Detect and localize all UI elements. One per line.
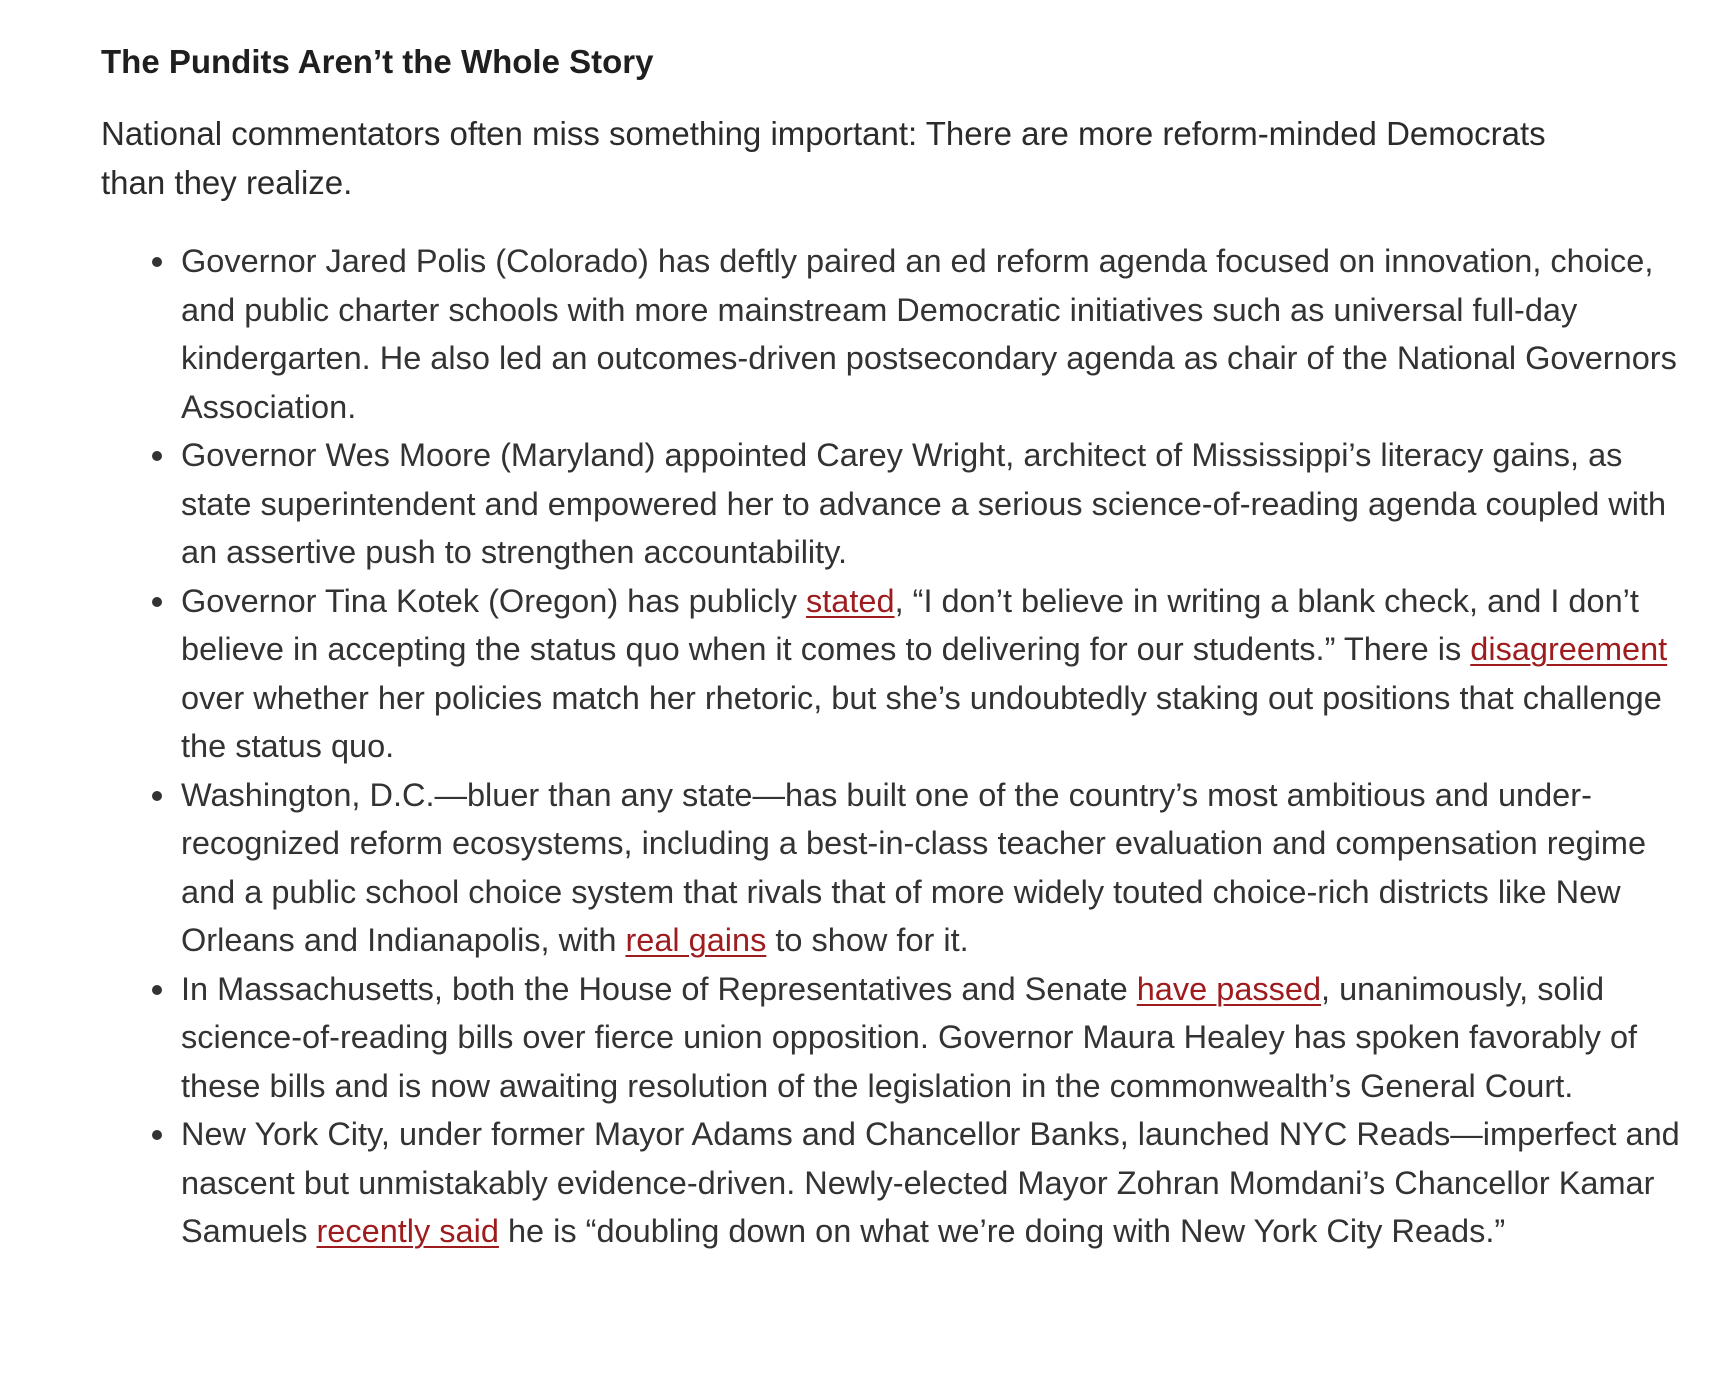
stated-link[interactable]: stated [806, 582, 895, 619]
list-item-text: New York City, under former Mayor Adams and Chancellor Banks, launched NYC Reads—imperfect and nascent but unmistakably evidence-driven. Newly-elected Mayor Zohran Momdani’s Chancellor Kamar Samuels [181, 1116, 1680, 1249]
bullet-icon [152, 451, 162, 461]
list-item [101, 577, 1681, 771]
bullet-icon [152, 1130, 162, 1140]
article-section [101, 36, 1680, 1256]
list-item-text: , “I don’t believe in writing a blank check, and I don’t believe in accepting the status quo when it comes to delivering for our students.” There is [181, 582, 1639, 667]
intro-paragraph: National commentators often miss something important: There are more reform-minded Democrats than they realize. [101, 115, 1546, 201]
list-item [101, 771, 1681, 965]
have-passed-link[interactable]: have passed [1136, 970, 1322, 1007]
list-item-text: In Massachusetts, both the House of Representatives and Senate [181, 970, 1137, 1007]
list-item-text: he is “doubling down on what we’re doing with New York City Reads.” [498, 1213, 1506, 1249]
section-heading: The Pundits Aren’t the Whole Story [101, 43, 654, 80]
list-item [101, 965, 1681, 1111]
bullet-list [101, 237, 1680, 1256]
list-item [101, 1110, 1681, 1256]
list-item-text: Governor Wes Moore (Maryland) appointed Carey Wright, architect of Mississippi’s literacy gains, as state superintendent and empowered her to advance a serious science-of-reading agenda coupled with an assertive push to strengthen accountability. [181, 437, 1667, 570]
bullet-icon [152, 985, 162, 995]
list-item-text: Governor Jared Polis (Colorado) has deftly paired an ed reform agenda focused on innovation, choice, and public charter schools with more mainstream Democratic initiatives such as universal full-day kindergarten. He also led an outcomes-driven postsecondary agenda as chair of the National Governors Association. [181, 243, 1677, 425]
recently-said-link[interactable]: recently said [316, 1213, 499, 1249]
disagreement-link[interactable]: disagreement [1470, 631, 1668, 667]
list-item-text: Governor Tina Kotek (Oregon) has publicly [181, 582, 807, 619]
list-item [101, 237, 1681, 431]
bullet-icon [152, 597, 162, 607]
list-item-text: , unanimously, solid science-of-reading bills over fierce union opposition. Governor Maura Healey has spoken favorably of these bills and is now awaiting resolution of the legislation in the commonwealth’s General Court. [181, 970, 1638, 1104]
bullet-icon [152, 791, 162, 801]
list-item [101, 431, 1681, 577]
list-item-text: Washington, D.C.—bluer than any state—has built one of the country’s most ambitious and under-recognized reform ecosystems, including a best-in-class teacher evaluation and compensation regime and a public school choice system that rivals that of more widely touted choice-rich districts like New Orleans and Indianapolis, with [181, 776, 1647, 958]
list-item-text: over whether her policies match her rhetoric, but she’s undoubtedly staking out positions that challenge the status quo. [181, 679, 1662, 764]
list-item-text: to show for it. [766, 922, 969, 958]
real-gains-link[interactable]: real gains [625, 922, 767, 958]
bullet-icon [152, 257, 162, 267]
